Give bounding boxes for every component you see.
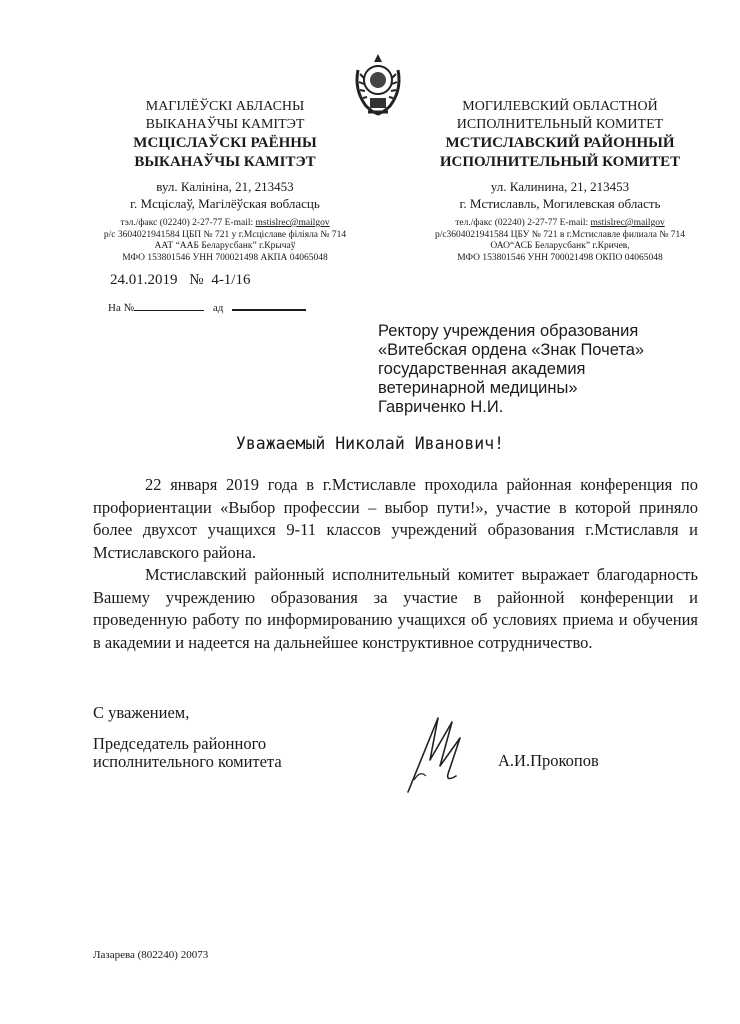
state-emblem-icon	[348, 50, 408, 120]
body-paragraph-2: Мстиславский районный исполнительный комитет выражает благодарность Вашему учреждению образования за участие в районной конференции и проведенную работу по информированию учащихся об условиях приема и обучения в академии и надеется на дальнейшее конструктивное сотрудничество.	[93, 565, 698, 652]
reg-number-sign: №	[189, 272, 204, 288]
header-left-line2: ВЫКАНАЎЧЫ КАМІТЭТ	[145, 117, 305, 132]
reference-date-blank	[232, 299, 306, 311]
header-left-bank2: ААТ “ААБ Беларусбанк” г.Крычаў	[154, 241, 296, 251]
reference-na-label: На №	[108, 302, 135, 314]
header-left-bank1: р/с 3604021941584 ЦБП № 721 у г.Мсціславе філіяла № 714	[103, 229, 347, 240]
signer-name: А.И.Прокопов	[498, 751, 599, 770]
header-left	[95, 98, 355, 264]
chair-line2: исполнительного комитета	[93, 752, 282, 771]
reference-number-blank	[134, 300, 204, 311]
header-left-email-link[interactable]: mstislrec@mailgov	[255, 218, 330, 228]
header-right-line3: МСТИСЛАВСКИЙ РАЙОННЫЙ	[445, 135, 675, 151]
body-paragraph-1: 22 января 2019 года в г.Мстиславле проходила районная конференция по профориентации «Выбор профессии – выбор пути!», участие в которой приняло более двухсот учащихся 9-11 классов учреждений образования г.Мстиславля и Мстиславского района.	[93, 475, 698, 562]
header-right	[430, 98, 690, 264]
header-right-line2: ИСПОЛНИТЕЛЬНЫЙ КОМИТЕТ	[456, 117, 664, 132]
handwritten-signature-icon	[400, 710, 475, 800]
letter-body	[93, 474, 698, 654]
header-left-codes: МФО 153801546 УНН 700021498 АКПА 04065048	[122, 252, 328, 263]
chair-line1: Председатель районного	[93, 734, 267, 753]
registration-line	[110, 272, 250, 289]
header-left-contact	[95, 218, 355, 230]
addressee-line2: «Витебская ордена «Знак Почета»	[378, 341, 645, 359]
header-left-line1: МАГІЛЁЎСКІ АБЛАСНЫ	[145, 99, 305, 114]
header-left-contact-prefix: тэл./факс (02240) 2-27-77 E-mail:	[120, 218, 256, 228]
header-right-email-link[interactable]: mstislrec@mailgov	[590, 218, 665, 228]
header-right-line4: ИСПОЛНИТЕЛЬНЫЙ КОМИТЕТ	[439, 154, 681, 170]
addressee-line3: государственная академия	[378, 360, 586, 378]
chair-title	[93, 735, 282, 771]
header-left-address2: г. Мсціслаў, Магілёўская вобласць	[130, 196, 320, 211]
header-right-contact-prefix: тел./факс (02240) 2-27-77 E-mail:	[455, 218, 591, 228]
closing: С уважением,	[93, 703, 190, 722]
addressee-block	[378, 322, 708, 417]
header-right-bank1: р/с3604021941584 ЦБУ № 721 в г.Мстиславле филиала № 714	[434, 229, 686, 240]
header-right-contact	[430, 218, 690, 230]
addressee-line1: Ректору учреждения образования	[378, 322, 639, 340]
header-right-address2: г. Мстиславль, Могилевская область	[459, 196, 661, 211]
reference-line	[108, 299, 306, 314]
salutation: Уважаемый Николай Иванович!	[235, 434, 505, 453]
header-left-address1: вул. Калініна, 21, 213453	[156, 179, 294, 194]
header-left-line4: ВЫКАНАЎЧЫ КАМІТЭТ	[134, 154, 316, 170]
reference-ad-label: ад	[212, 302, 224, 314]
reg-number: 4-1/16	[211, 272, 251, 288]
executor-note: Лазарева (802240) 20073	[93, 949, 209, 961]
header-right-codes: МФО 153801546 УНН 700021498 ОКПО 04065048	[457, 252, 663, 263]
reg-date: 24.01.2019	[110, 272, 178, 288]
header-right-bank2: ОАО“АСБ Беларусбанк” г.Кричев,	[490, 241, 630, 251]
header-left-line3: МСЦІСЛАЎСКІ РАЁННЫ	[133, 135, 317, 151]
header-right-address1: ул. Калинина, 21, 213453	[490, 179, 630, 194]
addressee-line5: Гавриченко Н.И.	[378, 398, 504, 416]
header-right-line1: МОГИЛЕВСКИЙ ОБЛАСТНОЙ	[462, 99, 658, 114]
addressee-line4: ветеринарной медицины»	[378, 379, 578, 397]
